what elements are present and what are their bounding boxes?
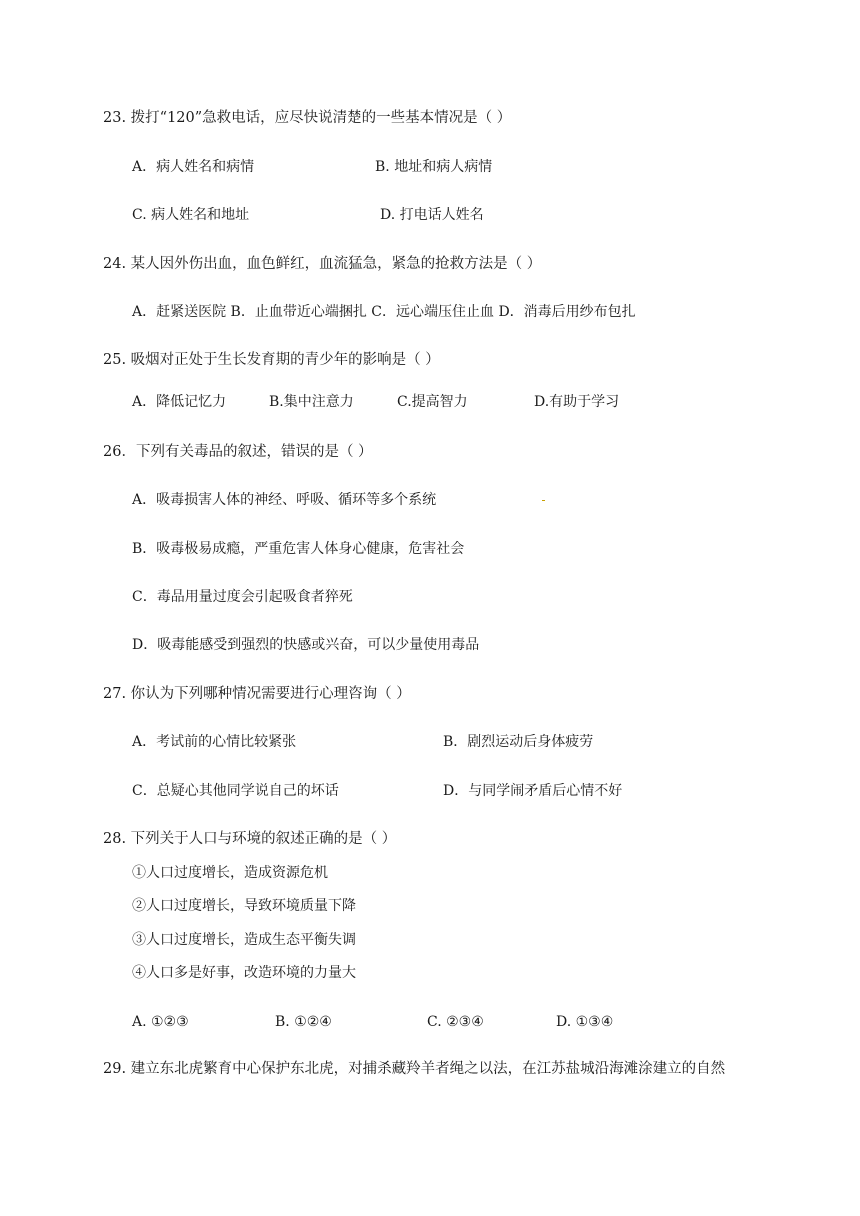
q26-option-b: B．吸毒极易成瘾，严重危害人体身心健康，危害社会 <box>132 541 465 557</box>
q27-option-d: D．与同学闹矛盾后心情不好 <box>443 783 623 799</box>
q25-stem: 25. 吸烟对正处于生长发育期的青少年的影响是（ ） <box>103 352 440 368</box>
q28-option-b: B. ①②④ <box>275 1014 332 1030</box>
q24-options: A．赶紧送医院 B．止血带近心端捆扎 C．远心端压住止血 D．消毒后用纱布包扎 <box>132 304 636 320</box>
q28-stem: 28. 下列关于人口与环境的叙述正确的是（ ） <box>103 831 397 847</box>
q24-stem: 24. 某人因外伤出血，血色鲜红，血流猛急，紧急的抢救方法是（ ） <box>103 256 542 272</box>
q29-stem: 29. 建立东北虎繁育中心保护东北虎，对捕杀藏羚羊者绳之以法，在江苏盐城沿海滩涂建立的自然 <box>103 1061 726 1077</box>
q23-stem: 23. 拨打“120”急救电话，应尽快说清楚的一些基本情况是（ ） <box>103 110 512 126</box>
q28-statement-2: ②人口过度增长，导致环境质量下降 <box>132 898 356 914</box>
q23-option-d: D. 打电话人姓名 <box>380 207 484 223</box>
q28-statement-4: ④人口多是好事，改造环境的力量大 <box>132 965 356 981</box>
q23-option-c: C. 病人姓名和地址 <box>132 207 250 223</box>
q25-option-c: C.提高智力 <box>397 394 468 410</box>
q25-option-d: D.有助于学习 <box>534 394 620 410</box>
q23-option-b: B. 地址和病人病情 <box>375 159 493 175</box>
q27-option-a: A．考试前的心情比较紧张 <box>132 734 297 750</box>
q26-option-c: C．毒品用量过度会引起吸食者猝死 <box>132 589 353 605</box>
q28-option-a: A. ①②③ <box>132 1014 189 1030</box>
q25-option-a: A．降低记忆力 <box>132 394 227 410</box>
stray-mark <box>542 500 545 501</box>
q28-statement-1: ①人口过度增长，造成资源危机 <box>132 865 328 881</box>
q27-option-c: C．总疑心其他同学说自己的坏话 <box>132 783 339 799</box>
q23-option-a: A．病人姓名和病情 <box>132 159 255 175</box>
q26-option-d: D．吸毒能感受到强烈的快感或兴奋，可以少量使用毒品 <box>132 637 480 653</box>
q27-option-b: B．剧烈运动后身体疲劳 <box>443 734 594 750</box>
q28-option-d: D. ①③④ <box>556 1014 614 1030</box>
q25-option-b: B.集中注意力 <box>269 394 354 410</box>
q28-statement-3: ③人口过度增长，造成生态平衡失调 <box>132 932 356 948</box>
q26-option-a: A．吸毒损害人体的神经、呼吸、循环等多个系统 <box>132 492 437 508</box>
q26-stem: 26．下列有关毒品的叙述，错误的是（ ） <box>103 444 373 460</box>
q28-option-c: C. ②③④ <box>427 1014 484 1030</box>
q27-stem: 27. 你认为下列哪种情况需要进行心理咨询（ ） <box>103 686 411 702</box>
